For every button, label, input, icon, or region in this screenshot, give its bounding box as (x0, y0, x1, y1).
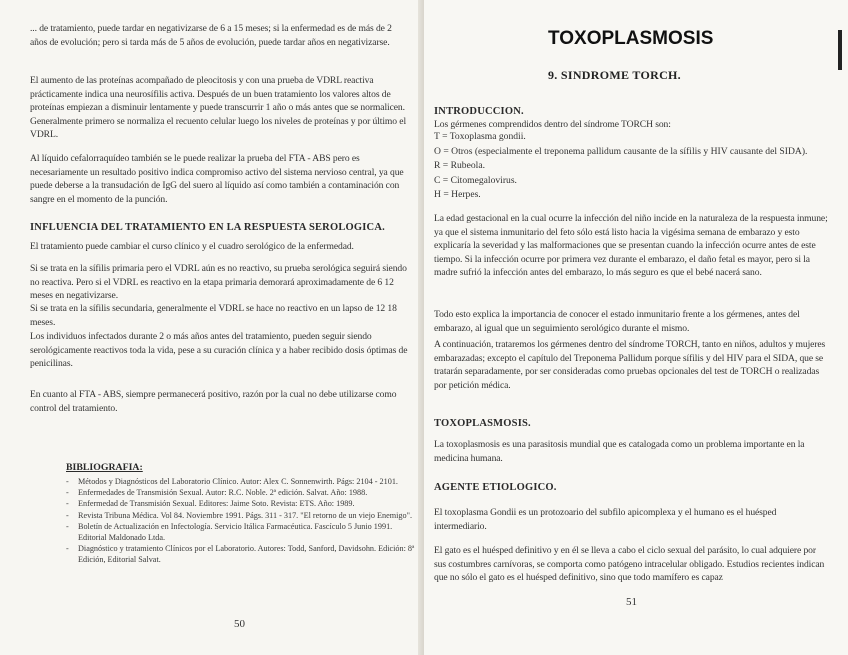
germ-list (434, 130, 807, 203)
germ-item: R = Rubeola. (434, 160, 485, 171)
page-number: 50 (234, 618, 245, 630)
page-title: TOXOPLASMOSIS (548, 28, 714, 49)
paragraph: A continuación, trataremos los gérmenes dentro del síndrome TORCH, tanto en niños, adultos y mujeres embarazadas; excepto el capítulo del Treponema Pallidum porque sífilis y del HIV para el SIDA, que se tratarán separadamente, por ser consideradas como pruebas opcionales del test de TORCH o realizadas por petición médica. (434, 339, 826, 391)
germ-item: C = Citomegalovirus. (434, 174, 517, 186)
paragraph: El tratamiento puede cambiar el curso clínico y el cuadro serológico de la enfermedad. (30, 241, 354, 252)
bibliography-item: - Boletín de Actualización en Infectología. Servicio Itálica Farmacéutica. Fascículo 5 Junio 1991. Editorial Maldonado Ltda. (66, 521, 416, 543)
agent-heading: AGENTE ETIOLOGICO. (434, 482, 557, 493)
bibliography-item: - Enfermedades de Transmisión Sexual. Autor: R.C. Noble. 2ª edición. Salvat. Año: 1988. (66, 487, 416, 498)
right-page (424, 0, 848, 655)
bibliography-item: - Revista Tribuna Médica. Vol 84. Noviembre 1991. Págs. 311 - 317. "El retorno de un viejo Enemigo". (66, 510, 416, 521)
page-edge-mark (838, 30, 842, 70)
paragraph: En cuanto al FTA - ABS, siempre permanecerá positivo, razón por la cual no debe utilizarse como control del tratamiento. (30, 389, 397, 414)
paragraph: El toxoplasma Gondii es un protozoario del subfilo apicomplexa y el humano es el huésped intermediario. (434, 507, 777, 532)
paragraph: Si se trata en la sífilis secundaria, generalmente el VDRL se hace no reactivo en un lapso de 12 18 meses. (30, 303, 397, 328)
germ-item: H = Herpes. (434, 189, 481, 200)
toxo-heading: TOXOPLASMOSIS. (434, 418, 531, 429)
intro-heading: INTRODUCCION. (434, 106, 524, 117)
paragraph: La toxoplasmosis es una parasitosis mundial que es catalogada como un problema importante en la medicina humana. (434, 439, 805, 464)
intro-text: Los gérmenes comprendidos dentro del síndrome TORCH son: (434, 119, 671, 130)
paragraph: El gato es el huésped definitivo y en él se lleva a cabo el ciclo sexual del parásito, lo cual adquiere por sus costumbres carnívoras, se comporta como patógeno intracelular obligado. Estudios recientes indican que no sólo el gato es el huésped definitivo, sino que todo mamífero es capaz (434, 545, 825, 584)
section-heading: 9. SINDROME TORCH. (548, 68, 681, 82)
bibliography-item: - Diagnóstico y tratamiento Clínicos por el Laboratorio. Autores: Todd, Sanford, Davidsohn. Edición: 8ª Edición, Editorial Salvat. (66, 543, 416, 565)
paragraph: Todo esto explica la importancia de conocer el estado inmunitario frente a los gérmenes, antes del embarazo, al igual que un seguimiento serológico durante el mismo. (434, 309, 800, 334)
paragraph: Si se trata en la sífilis primaria pero el VDRL aún es no reactivo, su prueba serológica seguirá siendo no reactiva. Pero si el VDRL es reactivo en la etapa primaria demorará aproximadamente de 6 12 meses en negativizarse. (30, 263, 407, 302)
germ-item: O = Otros (especialmente el treponema pallidum causante de la sífilis y HIV causante del SIDA). (434, 145, 808, 157)
paragraph: Los individuos infectados durante 2 o más años antes del tratamiento, pueden seguir siendo serológicamente reactivos toda la vida, pese a su curación clínica y a haber recibido dosis óptimas de penicilinas. (30, 331, 408, 370)
bibliography-item: - Enfermedad de Transmisión Sexual. Editores: Jaime Soto. Revista: ETS. Año: 1989. (66, 498, 416, 509)
bibliography-list (66, 476, 416, 566)
germ-item: T = Toxoplasma gondii. (434, 131, 526, 142)
bibliography-item: - Métodos y Diagnósticos del Laboratorio Clínico. Autor: Alex C. Sonnenwirth. Págs: 2104 - 2101. (66, 476, 416, 487)
page-number: 51 (626, 596, 637, 608)
paragraph: Al líquido cefalorraquídeo también se le puede realizar la prueba del FTA - ABS pero es necesariamente un resultado positivo indica compromiso activo del sistema nervioso central, ya que puede deberse a la transudación de IgG del suero al líquido así como también a contaminación con sangre en el momento de la punción. (30, 153, 404, 205)
section-heading: INFLUENCIA DEL TRATAMIENTO EN LA RESPUESTA SEROLOGICA. (30, 222, 385, 233)
bibliography-title: BIBLIOGRAFIA: (66, 462, 143, 473)
paragraph: ... de tratamiento, puede tardar en negativizarse de 6 a 15 meses; si la enfermedad es de más de 2 años de evolución; pero si tarda más de 5 años de evolución, puede tardar años en negativizarse. (30, 23, 392, 48)
paragraph: El aumento de las proteínas acompañado de pleocitosis y con una prueba de VDRL reactiva prácticamente indica una neurosífilis activa. Después de un buen tratamiento los valores altos de proteínas empiezan a disminuir lentamente y puede transcurrir 1 año o más antes que se normalicen. Generalmente primero se normaliza el recuento celular luego los niveles de proteínas y por último el VDRL. (30, 75, 407, 141)
paragraph: La edad gestacional en la cual ocurre la infección del niño incide en la naturaleza de la respuesta inmune; ya que el sistema inmunitario del feto sólo está listo hacia la vigésima semana de embarazo y esto explicaría la severidad y las malformaciones que se presentan cuando la infección ocurre antes de este tiempo. Si la infección ocurre por primera vez durante el embarazo, el daño fetal es mayor, pero si la madre sufrió la infección antes del embarazo, lo más seguro es que el bebé nacerá sano. (434, 213, 828, 279)
